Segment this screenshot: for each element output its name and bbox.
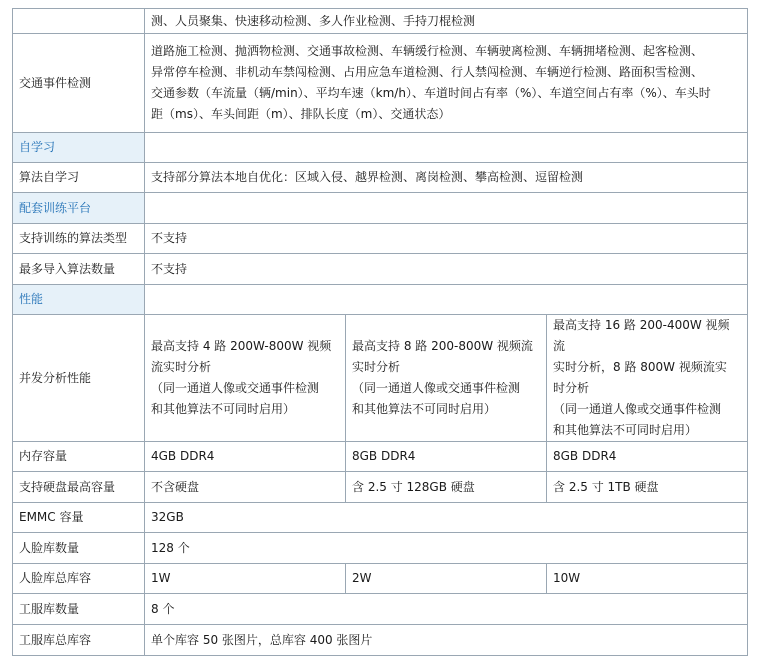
section-filler	[145, 193, 748, 224]
text-line: 最高支持 8 路 200-800W 视频流	[352, 339, 533, 353]
text-line: （同一通道人像或交通事件检测	[151, 381, 320, 395]
cell-model-1: 4GB DDR4	[145, 442, 346, 472]
section-row	[13, 285, 748, 315]
section-heading: 自学习	[13, 133, 145, 163]
text-line: 实时分析，8 路 800W 视频流实	[553, 360, 727, 374]
row-value: 32GB	[145, 503, 748, 533]
text-line: 最高支持 16 路 200-400W 视频流	[553, 318, 730, 353]
table-row	[13, 564, 748, 594]
cell-model-3: 10W	[547, 564, 748, 594]
row-value: 128 个	[145, 533, 748, 564]
row-label: 人脸库总库容	[13, 564, 145, 594]
table-row	[13, 625, 748, 656]
section-row	[13, 133, 748, 163]
row-label: 支持训练的算法类型	[13, 224, 145, 254]
cell-model-2: 含 2.5 寸 128GB 硬盘	[346, 472, 547, 503]
row-label: EMMC 容量	[13, 503, 145, 533]
section-heading: 配套训练平台	[13, 193, 145, 224]
text-line: 异常停车检测、非机动车禁闯检测、占用应急车道检测、行人禁闯检测、车辆逆行检测、路面积雪检测、	[151, 65, 704, 79]
table-row	[13, 503, 748, 533]
text-line: 道路施工检测、抛洒物检测、交通事故检测、车辆缓行检测、车辆驶离检测、车辆拥堵检测、起客检测、	[151, 44, 704, 58]
row-label: 算法自学习	[13, 163, 145, 193]
table-row	[13, 533, 748, 564]
text-line: 流实时分析	[151, 360, 212, 374]
text-line: 和其他算法不可同时启用）	[352, 402, 497, 416]
table-row	[13, 315, 748, 442]
cell-model-2: 2W	[346, 564, 547, 594]
text-line: 交通参数（车流量（辆/min）、平均车速（km/h）、车道时间占有率（%）、车道空间占有率（%）、车头时	[151, 86, 711, 100]
row-label: 交通事件检测	[13, 34, 145, 133]
row-value: 测、人员聚集、快速移动检测、多人作业检测、手持刀棍检测	[145, 9, 748, 34]
text-line: 和其他算法不可同时启用）	[151, 402, 296, 416]
row-value: 支持部分算法本地自优化：区域入侵、越界检测、离岗检测、攀高检测、逗留检测	[145, 163, 748, 193]
row-value: 不支持	[145, 254, 748, 285]
table-row	[13, 254, 748, 285]
table-row	[13, 34, 748, 133]
row-label: 内存容量	[13, 442, 145, 472]
perf-cell-model-2	[346, 315, 547, 442]
section-heading: 性能	[13, 285, 145, 315]
row-value: 不支持	[145, 224, 748, 254]
row-value: 8 个	[145, 594, 748, 625]
cell-model-2: 8GB DDR4	[346, 442, 547, 472]
text-line: （同一通道人像或交通事件检测	[352, 381, 521, 395]
perf-cell-model-3	[547, 315, 748, 442]
table-row	[13, 594, 748, 625]
cell-model-1: 1W	[145, 564, 346, 594]
row-label: 支持硬盘最高容量	[13, 472, 145, 503]
cell-model-3: 8GB DDR4	[547, 442, 748, 472]
table-row	[13, 224, 748, 254]
row-label: 工服库总库容	[13, 625, 145, 656]
text-line: 时分析	[553, 381, 590, 395]
spec-table	[12, 8, 748, 656]
text-line: 和其他算法不可同时启用）	[553, 423, 698, 437]
perf-cell-model-1	[145, 315, 346, 442]
row-value: 单个库容 50 张图片，总库容 400 张图片	[145, 625, 748, 656]
table-row	[13, 442, 748, 472]
text-line: （同一通道人像或交通事件检测	[553, 402, 722, 416]
row-label: 人脸库数量	[13, 533, 145, 564]
row-label: 工服库数量	[13, 594, 145, 625]
section-filler	[145, 133, 748, 163]
text-line: 最高支持 4 路 200W-800W 视频	[151, 339, 332, 353]
section-filler	[145, 285, 748, 315]
row-label	[13, 9, 145, 34]
table-row	[13, 163, 748, 193]
section-row	[13, 193, 748, 224]
row-value-multiline	[145, 34, 748, 133]
table-row	[13, 9, 748, 34]
table-row	[13, 472, 748, 503]
row-label: 最多导入算法数量	[13, 254, 145, 285]
row-label: 并发分析性能	[13, 315, 145, 442]
text-line: 实时分析	[352, 360, 401, 374]
text-line: 距（ms）、车头间距（m）、排队长度（m）、交通状态）	[151, 107, 451, 121]
cell-model-1: 不含硬盘	[145, 472, 346, 503]
cell-model-3: 含 2.5 寸 1TB 硬盘	[547, 472, 748, 503]
